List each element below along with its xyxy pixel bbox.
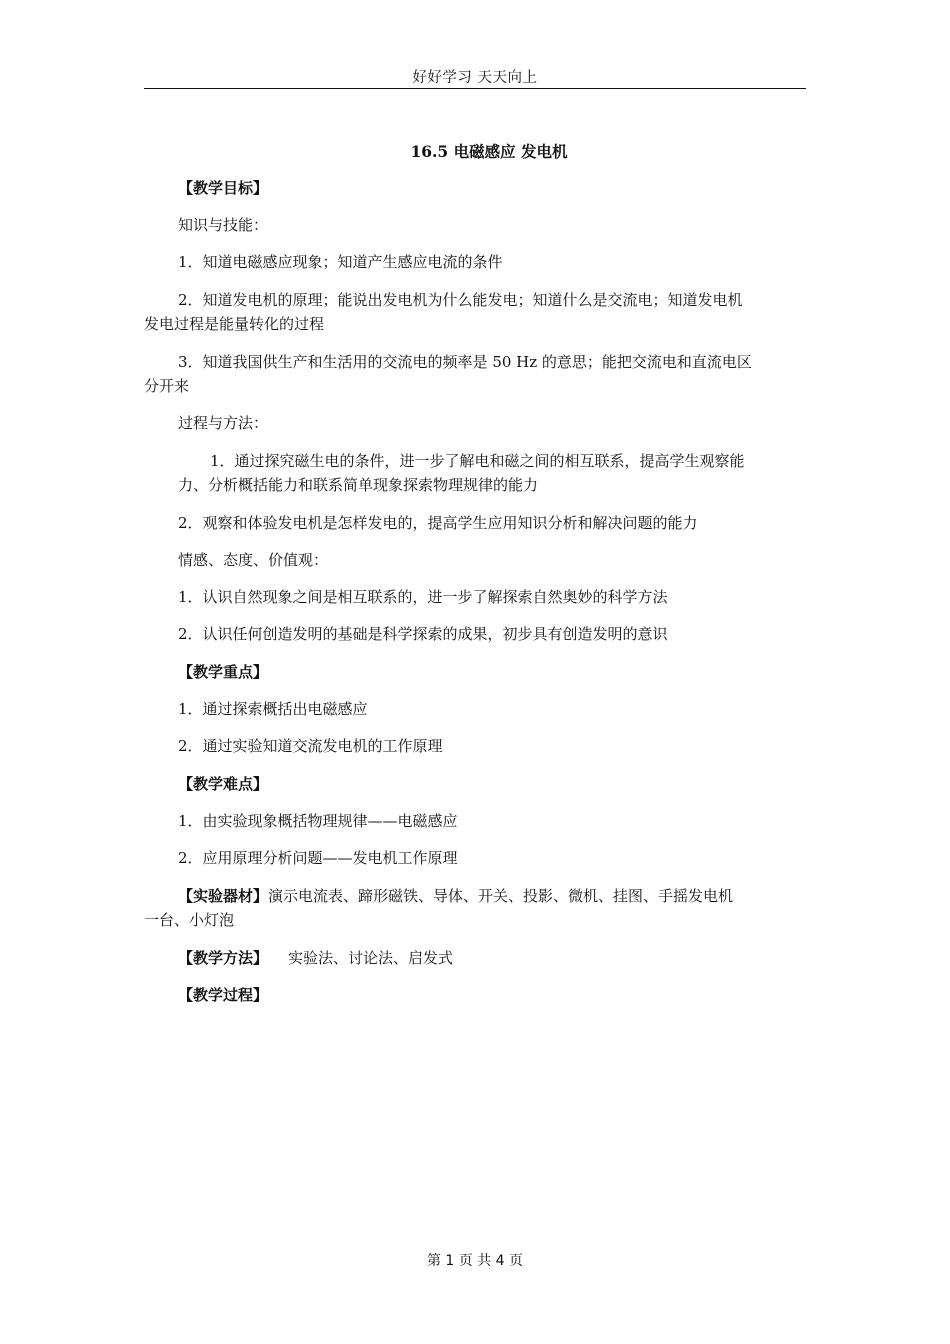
knowledge-item-3-line-1: 3．知道我国供生产和生活用的交流电的频率是 50 Hz 的意思；能把交流电和直流电区 [178, 353, 752, 371]
key-point-2: 2．通过实验知道交流发电机的工作原理 [178, 737, 443, 755]
objectives-heading: 【教学目标】 [178, 179, 269, 197]
emotion-item-1: 1．认识自然现象之间是相互联系的，进一步了解探索自然奥妙的科学方法 [178, 588, 668, 606]
emotion-item-2: 2．认识任何创造发明的基础是科学探索的成果，初步具有创造发明的意识 [178, 625, 668, 643]
process-item-1-line-2: 力、分析概括能力和联系简单现象探索物理规律的能力 [178, 476, 539, 494]
procedure-heading: 【教学过程】 [178, 986, 269, 1004]
knowledge-item-2-line-2: 发电过程是能量转化的过程 [144, 315, 325, 333]
equipment-line-1 [144, 884, 806, 908]
method-line [144, 946, 806, 970]
difficult-point-2: 2．应用原理分析问题——发电机工作原理 [178, 849, 458, 867]
lesson-title: 16.5 电磁感应 发电机 [410, 142, 568, 161]
equipment-line-2: 一台、小灯泡 [144, 911, 235, 929]
key-points-heading: 【教学重点】 [178, 663, 269, 681]
knowledge-item-2-line-1: 2．知道发电机的原理；能说出发电机为什么能发电；知道什么是交流电；知道发电机 [178, 291, 743, 309]
knowledge-heading: 知识与技能： [178, 216, 269, 234]
key-point-1: 1．通过探索概括出电磁感应 [178, 700, 368, 718]
knowledge-item-3-line-2: 分开来 [144, 377, 190, 395]
equipment-text: 演示电流表、蹄形磁铁、导体、开关、投影、微机、挂图、手摇发电机 [268, 887, 734, 905]
difficult-point-1: 1．由实验现象概括物理规律——电磁感应 [178, 812, 458, 830]
emotion-heading: 情感、态度、价值观： [178, 551, 329, 569]
method-label: 【教学方法】 [178, 949, 269, 967]
page-footer: 第 1 页 共 4 页 [426, 1253, 524, 1269]
header-divider [144, 88, 806, 89]
equipment-label: 【实验器材】 [178, 887, 269, 905]
process-item-1-line-1: 1．通过探究磁生电的条件，进一步了解电和磁之间的相互联系，提高学生观察能 [210, 452, 745, 470]
page-header: 好好学习 天天向上 [412, 70, 538, 86]
knowledge-item-1: 1．知道电磁感应现象；知道产生感应电流的条件 [178, 253, 503, 271]
process-heading: 过程与方法： [178, 414, 269, 432]
difficult-points-heading: 【教学难点】 [178, 775, 269, 793]
method-text: 实验法、讨论法、启发式 [288, 949, 454, 967]
process-item-2: 2．观察和体验发电机是怎样发电的，提高学生应用知识分析和解决问题的能力 [178, 514, 698, 532]
